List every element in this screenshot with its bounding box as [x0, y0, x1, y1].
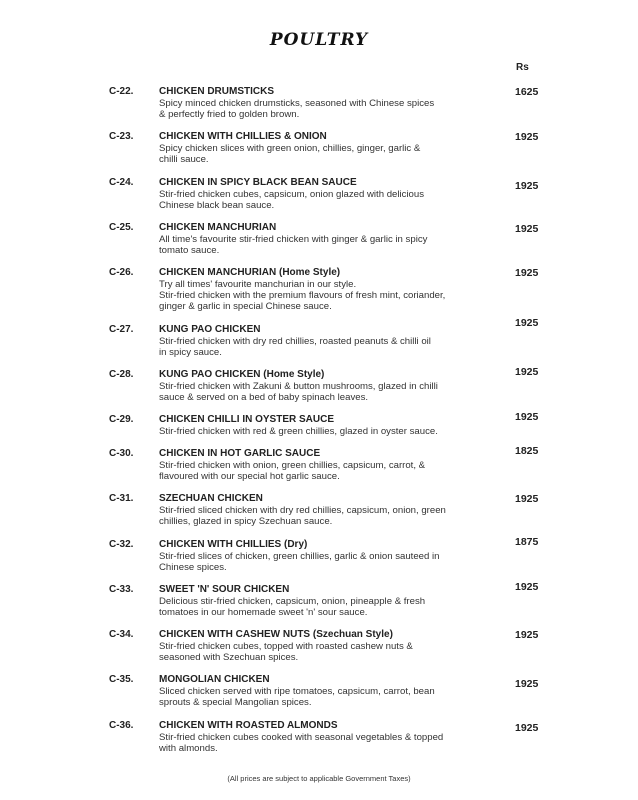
item-code: C-35. — [109, 674, 134, 685]
item-price: 1925 — [515, 581, 539, 593]
item-name: MONGOLIAN CHICKEN — [159, 674, 270, 685]
item-price: 1925 — [515, 493, 539, 505]
item-price: 1925 — [515, 223, 539, 235]
item-name: CHICKEN IN SPICY BLACK BEAN SAUCE — [159, 177, 357, 188]
item-price: 1925 — [515, 267, 539, 279]
item-name: CHICKEN WITH CHILLIES & ONION — [159, 131, 327, 142]
item-price: 1925 — [515, 131, 539, 143]
item-price: 1925 — [515, 629, 539, 641]
item-description: Spicy chicken slices with green onion, chillies, ginger, garlic & chilli sauce. — [159, 143, 421, 166]
item-description: Stir-fried slices of chicken, green chillies, garlic & onion sauteed in Chinese spices. — [159, 551, 440, 574]
item-price: 1925 — [515, 366, 539, 378]
item-code: C-34. — [109, 629, 134, 640]
item-name: SWEET 'N' SOUR CHICKEN — [159, 584, 290, 595]
item-description: Delicious stir-fried chicken, capsicum, onion, pineapple & fresh tomatoes in our homemade sweet 'n' sour sauce. — [159, 596, 426, 619]
item-code: C-30. — [109, 448, 134, 459]
item-code: C-36. — [109, 720, 134, 731]
item-description: Stir-fried chicken with red & green chillies, glazed in oyster sauce. — [159, 426, 438, 437]
item-code: C-27. — [109, 324, 134, 335]
item-description: Stir-fried chicken cubes, topped with roasted cashew nuts & seasoned with Szechuan spices. — [159, 641, 413, 664]
item-code: C-23. — [109, 131, 134, 142]
item-description: Try all times' favourite manchurian in our style. Stir-fried chicken with the premium flavours of fresh mint, coriander, ginger & garlic in special Chinese sauce. — [159, 279, 446, 313]
item-price: 1825 — [515, 445, 539, 457]
item-code: C-31. — [109, 493, 134, 504]
item-description: Stir-fried chicken with onion, green chillies, capsicum, carrot, & flavoured with our special hot garlic sauce. — [159, 460, 426, 483]
item-code: C-22. — [109, 86, 134, 97]
item-name: KUNG PAO CHICKEN — [159, 324, 261, 335]
item-price: 1625 — [515, 86, 539, 98]
item-code: C-25. — [109, 222, 134, 233]
item-price: 1925 — [515, 317, 539, 329]
item-description: Stir-fried sliced chicken with dry red chillies, capsicum, onion, green chillies, glazed in spicy Szechuan sauce. — [159, 505, 446, 528]
item-price: 1925 — [515, 180, 539, 192]
item-code: C-28. — [109, 369, 134, 380]
item-description: Stir-fried chicken with Zakuni & button mushrooms, glazed in chilli sauce & served on a bed of baby spinach leaves. — [159, 381, 438, 404]
item-code: C-26. — [109, 267, 134, 278]
item-name: CHICKEN IN HOT GARLIC SAUCE — [159, 448, 321, 459]
item-name: CHICKEN CHILLI IN OYSTER SAUCE — [159, 414, 335, 425]
item-name: SZECHUAN CHICKEN — [159, 493, 263, 504]
item-price: 1925 — [515, 722, 539, 734]
page-title: POULTRY — [269, 30, 369, 50]
item-name: CHICKEN WITH CASHEW NUTS (Szechuan Style) — [159, 629, 393, 640]
item-description: Spicy minced chicken drumsticks, seasoned with Chinese spices & perfectly fried to golden brown. — [159, 98, 435, 121]
item-code: C-29. — [109, 414, 134, 425]
item-description: Stir-fried chicken cubes, capsicum, onion glazed with delicious Chinese black bean sauce. — [159, 189, 425, 212]
item-name: CHICKEN MANCHURIAN — [159, 222, 277, 233]
item-description: Stir-fried chicken with dry red chillies, roasted peanuts & chilli oil in spicy sauce. — [159, 336, 431, 359]
item-code: C-32. — [109, 539, 134, 550]
item-price: 1875 — [515, 536, 539, 548]
tax-footnote: (All prices are subject to applicable Government Taxes) — [227, 774, 411, 783]
item-code: C-24. — [109, 177, 134, 188]
item-name: KUNG PAO CHICKEN (Home Style) — [159, 369, 325, 380]
item-description: All time's favourite stir-fried chicken with ginger & garlic in spicy tomato sauce. — [159, 234, 428, 257]
item-price: 1925 — [515, 411, 539, 423]
item-code: C-33. — [109, 584, 134, 595]
item-name: CHICKEN WITH ROASTED ALMONDS — [159, 720, 338, 731]
item-name: CHICKEN WITH CHILLIES (Dry) — [159, 539, 308, 550]
item-price: 1925 — [515, 678, 539, 690]
item-name: CHICKEN DRUMSTICKS — [159, 86, 274, 97]
item-name: CHICKEN MANCHURIAN (Home Style) — [159, 267, 341, 278]
item-description: Sliced chicken served with ripe tomatoes, capsicum, carrot, bean sprouts & special Mangolian spices. — [159, 686, 435, 709]
item-description: Stir-fried chicken cubes cooked with seasonal vegetables & topped with almonds. — [159, 732, 444, 755]
currency-label: Rs — [516, 62, 529, 73]
